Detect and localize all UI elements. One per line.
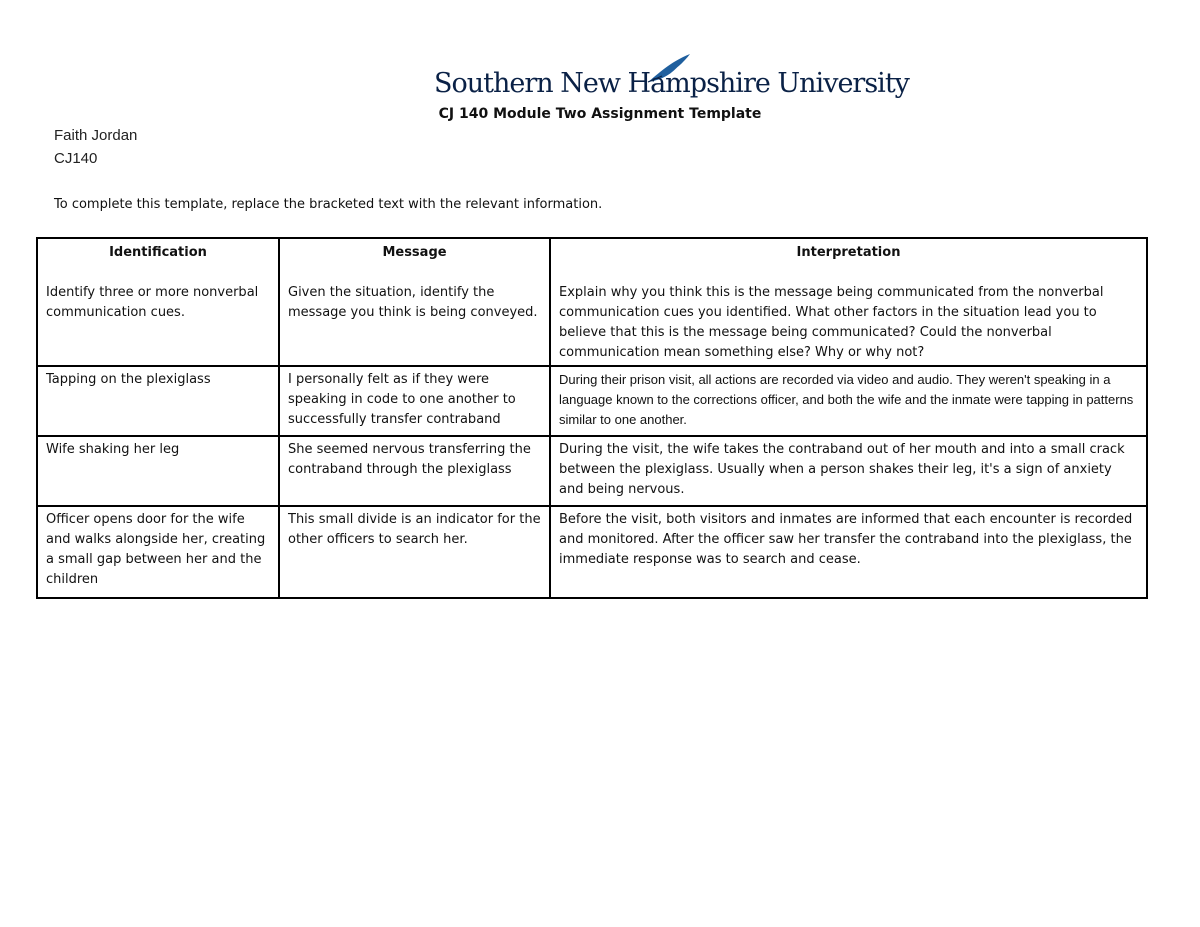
identification-cell: Wife shaking her leg	[37, 436, 279, 506]
table-row	[37, 366, 1147, 436]
author-name: Faith Jordan	[54, 127, 138, 144]
interpretation-cell: During the visit, the wife takes the contraband out of her mouth and into a small crack between the plexiglass. Usually when a person shakes their leg, it's a sign of anxiety and being nervous.	[550, 436, 1147, 506]
column-description: Identify three or more nonverbal communication cues.	[46, 285, 259, 320]
column-description: Explain why you think this is the message being communicated from the nonverbal communication cues you identified. What other factors in the situation lead you to believe that this is the message being communicated? Could the nonverbal communication mean something else? Why or why not?	[559, 285, 1104, 360]
logo-wordmark: Southern New Hampshire University	[434, 68, 909, 99]
message-header-cell	[279, 238, 550, 366]
table-row	[37, 436, 1147, 506]
identification-header-cell	[37, 238, 279, 366]
university-logo	[434, 52, 909, 104]
message-cell: She seemed nervous transferring the contraband through the plexiglass	[279, 436, 550, 506]
identification-cell: Tapping on the plexiglass	[37, 366, 279, 436]
message-cell: I personally felt as if they were speaking in code to one another to successfully transfer contraband	[279, 366, 550, 436]
table-row	[37, 506, 1147, 598]
interpretation-header-cell	[550, 238, 1147, 366]
column-description: Given the situation, identify the message you think is being conveyed.	[288, 285, 538, 320]
instructions-text: To complete this template, replace the bracketed text with the relevant information.	[54, 197, 603, 212]
column-title: Interpretation	[796, 245, 901, 260]
interpretation-cell: Before the visit, both visitors and inmates are informed that each encounter is recorded and monitored. After the officer saw her transfer the contraband into the plexiglass, the immediate response was to search and cease.	[550, 506, 1147, 598]
column-title: Message	[382, 245, 447, 260]
course-code: CJ140	[54, 150, 98, 167]
document-title: CJ 140 Module Two Assignment Template	[438, 106, 762, 122]
nonverbal-cues-table	[36, 237, 1148, 599]
identification-cell: Officer opens door for the wife and walks alongside her, creating a small gap between her and the children	[37, 506, 279, 598]
column-title: Identification	[109, 245, 207, 260]
message-cell: This small divide is an indicator for the other officers to search her.	[279, 506, 550, 598]
interpretation-cell: During their prison visit, all actions are recorded via video and audio. They weren't speaking in a language known to the corrections officer, and both the wife and the inmate were tapping in patterns similar to one another.	[550, 366, 1147, 436]
table-header-row	[37, 238, 1147, 366]
